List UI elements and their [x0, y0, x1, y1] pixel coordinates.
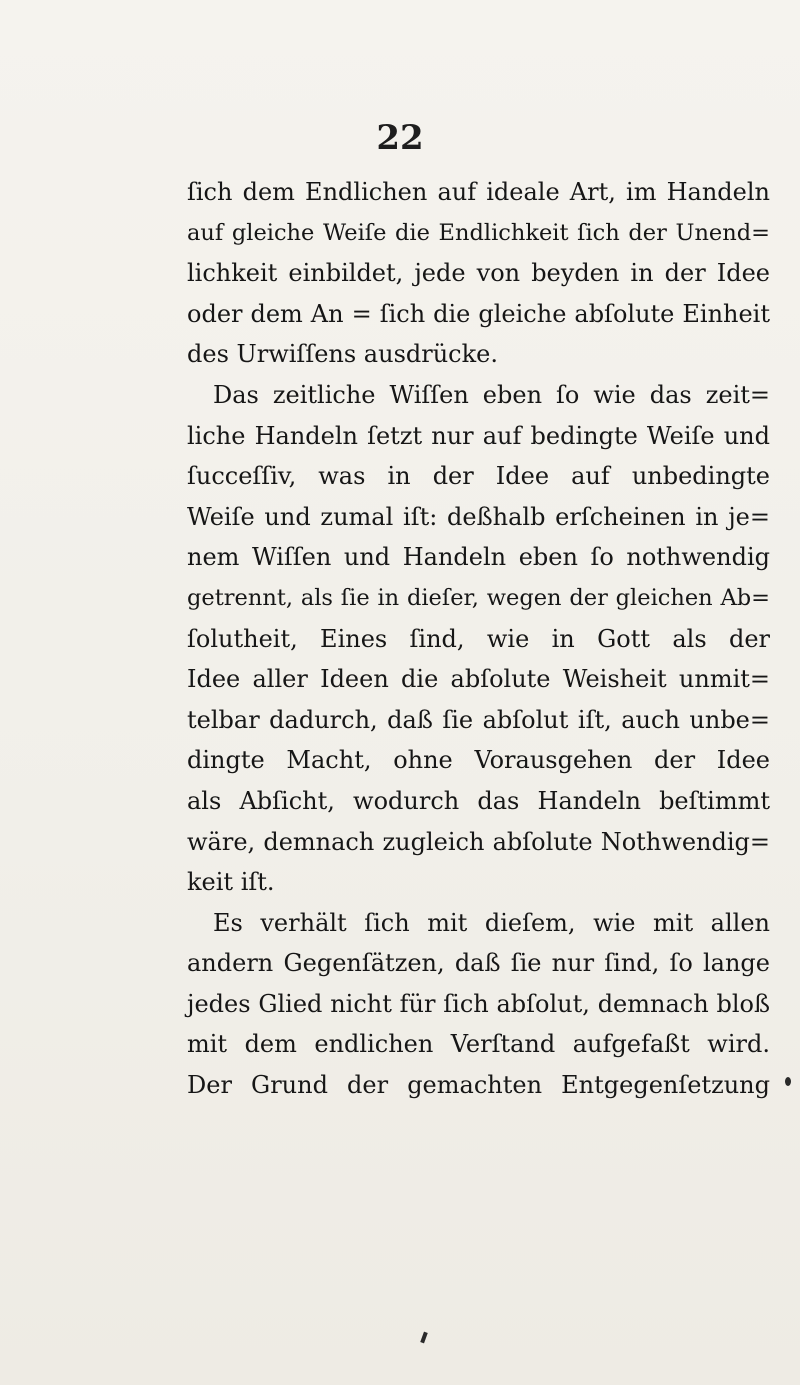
text-line: keit iſt.: [187, 868, 275, 897]
text-line: nem Wiſſen und Handeln eben ſo nothwendig: [187, 543, 770, 572]
text-line: ſolutheit, Eines ſind, wie in Gott als der: [187, 624, 770, 653]
text-line: mit dem endlichen Verſtand aufgefaßt wird.: [187, 1030, 770, 1059]
page-number: 22: [376, 118, 424, 158]
text-line: getrennt, als ſie in dieſer, wegen der gleichen Ab=: [187, 584, 770, 611]
text-line: oder dem An = ſich die gleiche abſolute Einheit: [187, 299, 770, 328]
text-line: andern Gegenſätzen, daß ſie nur ſind, ſo lange: [187, 949, 770, 978]
body-text: [187, 172, 770, 1106]
text-line: wäre, demnach zugleich abſolute Nothwendig=: [187, 827, 770, 856]
text-line: dingte Macht, ohne Vorausgehen der Idee: [187, 746, 770, 775]
text-line: als Abſicht, wodurch das Handeln beſtimmt: [187, 786, 770, 815]
text-line: liche Handeln ſetzt nur auf bedingte Weiſe und: [187, 421, 770, 450]
text-line: ſich dem Endlichen auf ideale Art, im Handeln: [187, 178, 770, 206]
text-line: Der Grund der gemachten Entgegenſetzung: [187, 1071, 770, 1100]
ink-mark: [420, 1332, 428, 1344]
text-line: auf gleiche Weiſe die Endlichkeit ſich der Unend=: [187, 219, 770, 246]
ink-speck: [785, 1077, 791, 1086]
text-line: Es verhält ſich mit dieſem, wie mit allen: [213, 908, 770, 937]
text-line: jedes Glied nicht für ſich abſolut, demnach bloß: [187, 989, 770, 1018]
text-line: ſucceſſiv, was in der Idee auf unbedingte: [187, 462, 770, 491]
text-line: lichkeit einbildet, jede von beyden in der Idee: [187, 259, 770, 288]
text-line: Weiſe und zumal iſt: deßhalb erſcheinen in je=: [187, 502, 770, 531]
text-line: Idee aller Ideen die abſolute Weisheit unmit=: [187, 665, 770, 694]
text-line: Das zeitliche Wiſſen eben ſo wie das zeit=: [213, 380, 770, 409]
text-line: des Urwiſſens ausdrücke.: [187, 340, 498, 369]
text-line: telbar dadurch, daß ſie abſolut iſt, auch unbe=: [187, 705, 770, 734]
